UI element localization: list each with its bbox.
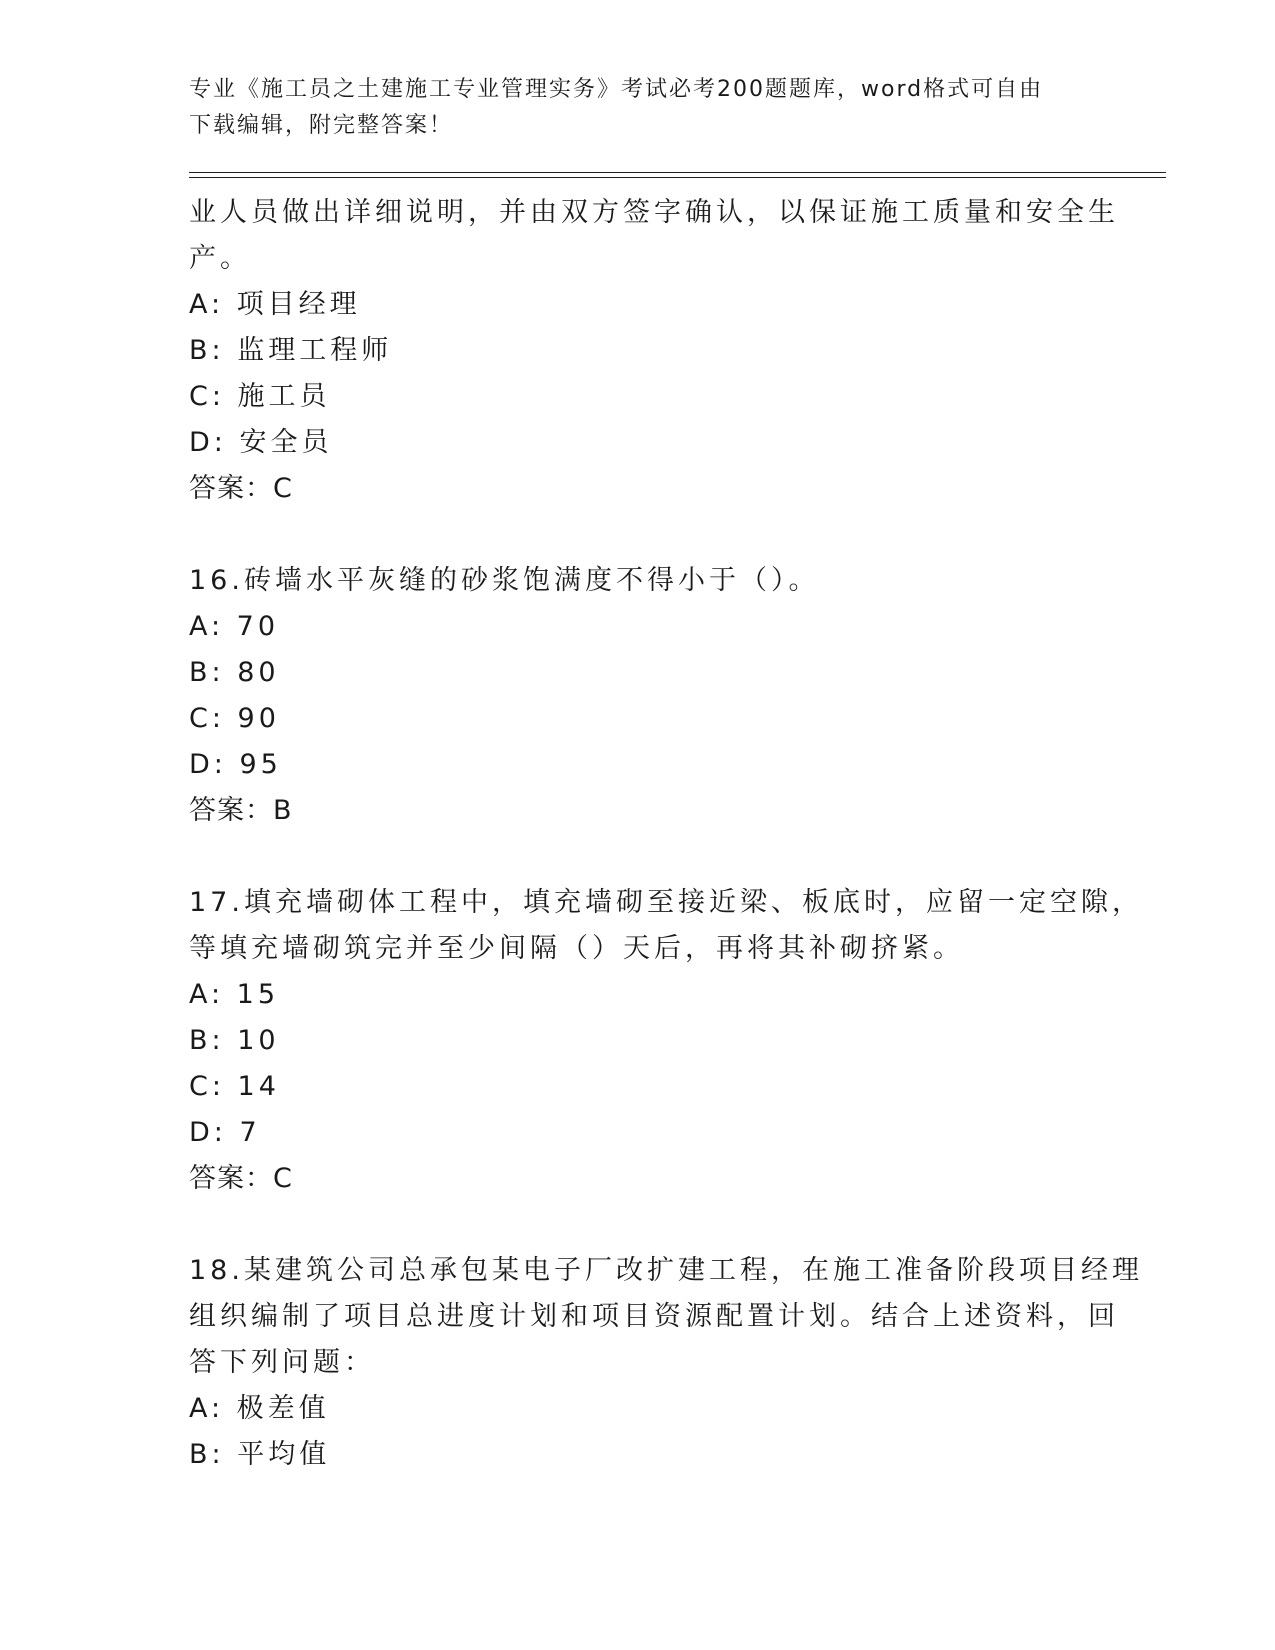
spacer bbox=[189, 834, 1089, 880]
option-a: A: 项目经理 bbox=[189, 289, 361, 320]
option-a: A: 15 bbox=[189, 979, 280, 1010]
header-line-2: 下载编辑，附完整答案！ bbox=[189, 113, 454, 138]
answer: 答案：C bbox=[189, 473, 293, 504]
question-18 bbox=[189, 1248, 1143, 1478]
option-b: B: 监理工程师 bbox=[189, 335, 393, 366]
question-16 bbox=[189, 558, 1089, 834]
spacer bbox=[189, 1202, 1089, 1248]
header-rule-bottom bbox=[189, 177, 1166, 178]
document-body bbox=[189, 190, 1143, 1478]
question-text-line: 18.某建筑公司总承包某电子厂改扩建工程，在施工准备阶段项目经理 bbox=[189, 1255, 1143, 1286]
option-d: D: 7 bbox=[189, 1117, 261, 1148]
option-d: D: 安全员 bbox=[189, 427, 333, 458]
option-b: B: 平均值 bbox=[189, 1439, 331, 1470]
question-17 bbox=[189, 880, 1143, 1202]
question-text-line: 等填充墙砌筑完并至少间隔（）天后，再将其补砌挤紧。 bbox=[189, 933, 964, 964]
option-a: A: 70 bbox=[189, 611, 280, 642]
header-rule-top bbox=[189, 172, 1166, 173]
question-text-line: 17.填充墙砌体工程中，填充墙砌至接近梁、板底时，应留一定空隙， bbox=[189, 887, 1143, 918]
option-c: C: 14 bbox=[189, 1071, 280, 1102]
option-b: B: 10 bbox=[189, 1025, 280, 1056]
option-a: A: 极差值 bbox=[189, 1393, 330, 1424]
option-c: C: 施工员 bbox=[189, 381, 331, 412]
option-b: B: 80 bbox=[189, 657, 280, 688]
spacer bbox=[189, 512, 1089, 558]
option-d: D: 95 bbox=[189, 749, 282, 780]
answer: 答案：B bbox=[189, 795, 293, 826]
question-text-line: 组织编制了项目总进度计划和项目资源配置计划。结合上述资料，回 bbox=[189, 1301, 1119, 1332]
header-line-1: 专业《施工员之土建施工专业管理实务》考试必考200题题库，word格式可自由 bbox=[189, 77, 1044, 102]
document-header bbox=[189, 72, 1089, 144]
question-15-continuation bbox=[189, 190, 1119, 512]
question-text-line: 产。 bbox=[189, 243, 251, 274]
question-text-line: 16.砖墙水平灰缝的砂浆饱满度不得小于（）。 bbox=[189, 565, 820, 596]
question-text-line: 业人员做出详细说明，并由双方签字确认，以保证施工质量和安全生 bbox=[189, 197, 1119, 228]
option-c: C: 90 bbox=[189, 703, 280, 734]
question-text-line: 答下列问题： bbox=[189, 1347, 375, 1378]
answer: 答案：C bbox=[189, 1163, 293, 1194]
